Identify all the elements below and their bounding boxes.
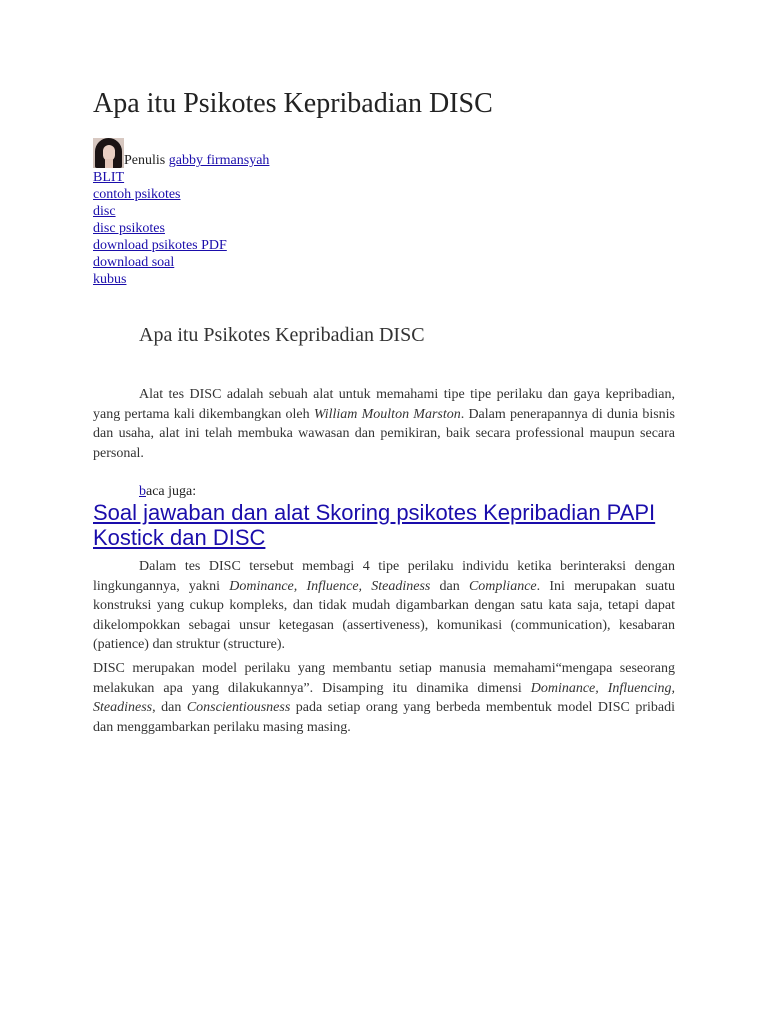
author-link[interactable]: gabby firmansyah [168, 153, 270, 168]
tag-link-download-soal[interactable]: download soal [93, 255, 175, 270]
author-avatar[interactable] [93, 138, 124, 168]
tag-link-download-psikotes-pdf[interactable]: download psikotes PDF [93, 238, 227, 253]
author-label: Penulis [124, 153, 169, 168]
disc-types-paragraph: Dalam tes DISC tersebut membagi 4 tipe perilaku individu ketika berinteraksi dengan lingkungannya, yakni Dominance, Influence, Steadiness dan Compliance. Ini merupakan suatu konstruksi yang cukup kompleks, dan tidak mudah digambarkan dengan satu kata saja, tetapi dapat dikelompokkan sebagai unsur ketegasan (assertiveness), komunikasi (communication), kesabaran (patience) dan struktur (structure). [93, 559, 676, 652]
related-article-link[interactable]: Soal jawaban dan alat Skoring psikotes Kepribadian PAPI Kostick dan DISC [93, 500, 656, 550]
tag-link-kubus[interactable]: kubus [93, 272, 127, 287]
tag-link-disc-psikotes[interactable]: disc psikotes [93, 221, 165, 236]
tag-link-blit[interactable]: BLIT [93, 170, 125, 185]
tag-list [93, 169, 227, 288]
section-title: Apa itu Psikotes Kepribadian DISC [139, 324, 425, 346]
baca-juga-label: baca juga: [139, 484, 197, 499]
tag-link-disc[interactable]: disc [93, 204, 116, 219]
intro-paragraph: Alat tes DISC adalah sebuah alat untuk memahami tipe tipe perilaku dan gaya kepribadian, yang pertama kali dikembangkan oleh William Moulton Marston. Dalam penerapannya di dunia bisnis dan usaha, alat ini telah membuka wawasan dan pemikiran, baik secara professional maupun secara personal. [93, 387, 675, 461]
tag-link-contoh-psikotes[interactable]: contoh psikotes [93, 187, 181, 202]
page-title: Apa itu Psikotes Kepribadian DISC [93, 88, 493, 119]
marston-name: William Moulton Marston [313, 406, 461, 422]
disc-model-paragraph: DISC merupakan model perilaku yang membantu setiap manusia memahami“mengapa seseorang melakukan apa yang dilakukannya”. Disamping itu dinamika dimensi Dominance, Influencing, Steadiness, dan Conscientiousness pada setiap orang yang berbeda membentuk model DISC pribadi dan menggambarkan perilaku masing masing. [93, 661, 675, 735]
